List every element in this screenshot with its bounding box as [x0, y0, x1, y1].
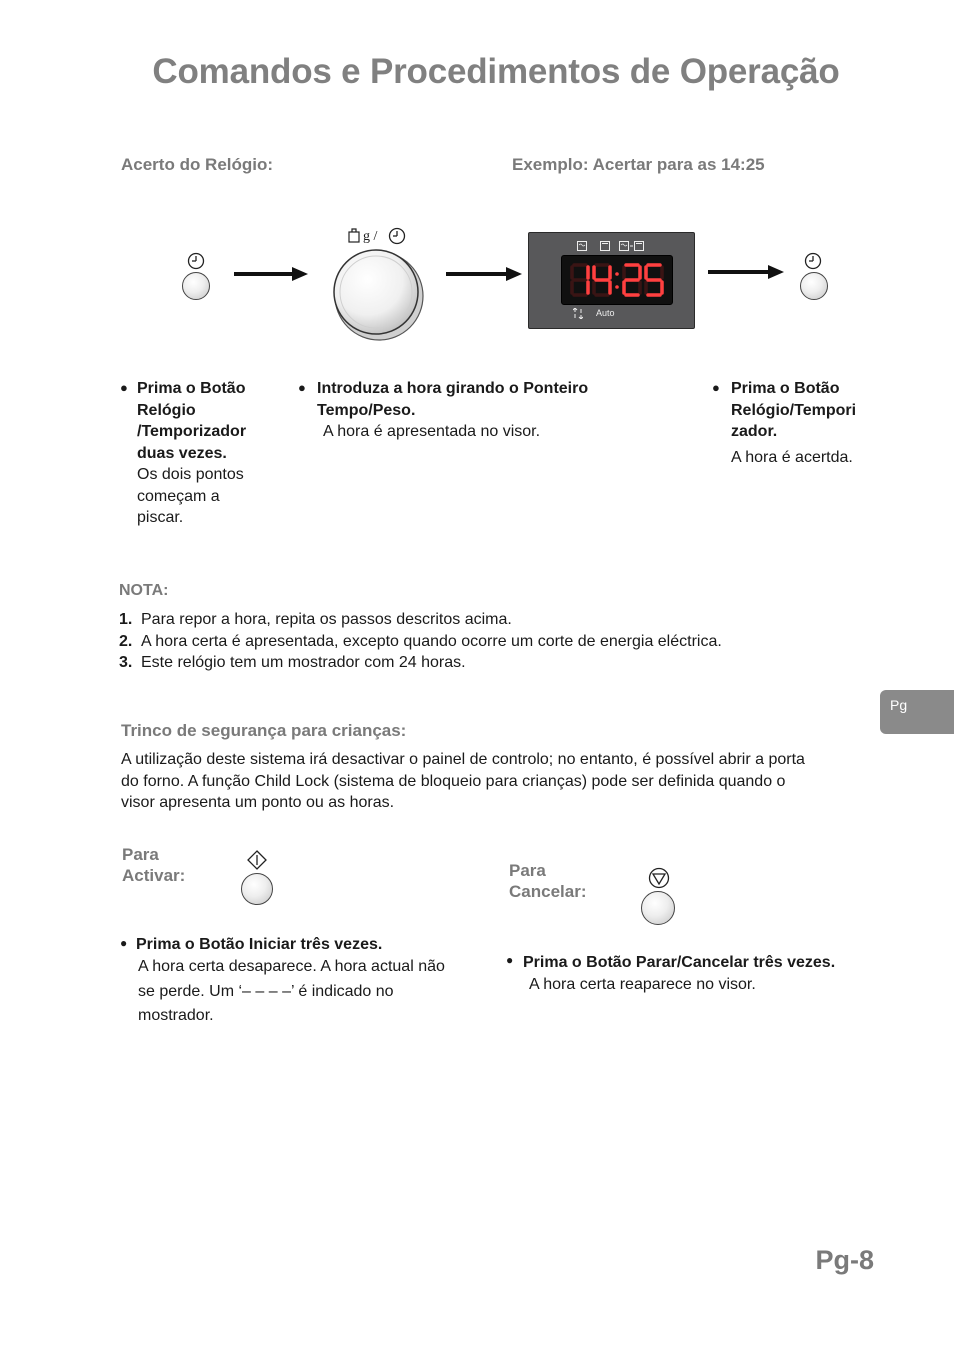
activate-label	[122, 844, 185, 886]
cancel-text	[523, 952, 903, 995]
nota-item-text: A hora certa é apresentada, excepto quando ocorre um corte de energia eléctrica.	[141, 633, 722, 650]
nota-item-text: Para repor a hora, repita os passos descritos acima.	[141, 611, 512, 628]
cancel-label-line: Para	[509, 861, 546, 880]
nota-item-number: 1.	[119, 611, 133, 628]
step1-bold: Relógio	[137, 401, 196, 419]
nota-item-text: Este relógio tem um mostrador com 24 horas.	[141, 654, 466, 671]
display-time-text	[596, 335, 597, 336]
activate-normal: se perde. Um ‘– – – –’ é indicado no	[138, 982, 394, 1000]
clock-example: Exemplo: Acertar para as 14:25	[512, 155, 765, 174]
nota-item	[119, 611, 512, 629]
start-icon	[247, 850, 267, 870]
lock-description	[121, 749, 881, 814]
cancel-bold: Prima o Botão Parar/Cancelar três vezes.	[523, 954, 836, 971]
step3-text	[731, 378, 881, 468]
cancel-label	[509, 860, 586, 902]
side-tab	[880, 690, 954, 734]
stop-icon	[648, 867, 670, 889]
step3-bold: Relógio/Tempori	[731, 401, 857, 419]
bullet-icon: ●	[712, 380, 720, 395]
bullet-icon: ●	[120, 380, 128, 395]
clock-icon	[803, 251, 823, 271]
step1-normal: começam a	[137, 487, 220, 505]
step1-text	[137, 378, 287, 529]
step1-normal: piscar.	[137, 509, 184, 526]
bullet-icon: ●	[120, 936, 128, 950]
lock-desc-line: do forno. A função Child Lock (sistema de bloqueio para crianças) pode ser definida quando o	[121, 772, 786, 790]
clock-timer-button-confirm[interactable]	[800, 272, 828, 300]
step2-bold: Introduza a hora girando o Ponteiro	[317, 380, 589, 397]
activate-label-line: Activar:	[122, 866, 186, 885]
step3-normal: A hora é acertda.	[731, 448, 853, 466]
page-title: Comandos e Procedimentos de Operação	[152, 52, 840, 91]
step2-normal: A hora é apresentada no visor.	[323, 423, 541, 440]
activate-normal: A hora certa desaparece. A hora actual não	[138, 958, 445, 975]
lock-desc-line: A utilização deste sistema irá desactivar o painel de controlo; no entanto, é possível abrir a porta	[121, 751, 805, 768]
activate-text	[136, 934, 496, 1029]
step1-bold: Prima o Botão	[137, 380, 246, 397]
nota-heading: NOTA:	[119, 582, 169, 599]
lock-desc-line: visor apresenta um ponto ou as horas.	[121, 794, 395, 811]
clock-heading: Acerto do Relógio:	[121, 155, 274, 174]
step2-text	[317, 378, 657, 443]
arrow-right-icon	[232, 264, 310, 284]
time-weight-dial[interactable]	[330, 246, 426, 342]
oven-display	[528, 232, 695, 329]
start-button[interactable]	[241, 873, 273, 905]
side-tab-label: Pg	[890, 697, 908, 713]
grill-mode-icon	[600, 241, 610, 251]
dial-label: g /	[363, 229, 378, 244]
nota-item-number: 3.	[119, 654, 133, 671]
activate-bold: Prima o Botão Iniciar três vezes.	[136, 936, 383, 953]
step3-bold: Prima o Botão	[731, 380, 840, 397]
step1-bold: /Temporizador	[137, 423, 247, 440]
cancel-label-line: Cancelar:	[509, 882, 587, 901]
step3-bold: zador.	[731, 423, 778, 440]
clock-icon	[387, 226, 407, 246]
nota-item	[119, 633, 722, 651]
nota-item-number: 2.	[119, 633, 133, 650]
bullet-icon: ●	[298, 380, 306, 395]
lock-heading: Trinco de segurança para crianças:	[121, 721, 407, 740]
step1-normal: Os dois pontos	[137, 466, 244, 483]
combination-mode-icon	[619, 241, 645, 251]
activate-normal: mostrador.	[138, 1007, 214, 1024]
step2-bold: Tempo/Peso.	[317, 401, 416, 419]
display-auto-label: Auto	[596, 308, 615, 318]
display-time-digits	[566, 261, 668, 299]
cancel-normal: A hora certa reaparece no visor.	[529, 975, 756, 993]
weight-icon	[347, 226, 361, 244]
clock-timer-button[interactable]	[182, 272, 210, 300]
arrow-right-icon	[444, 264, 524, 284]
nota-item	[119, 654, 466, 672]
seven-segment-window	[561, 255, 673, 305]
microwave-mode-icon	[577, 241, 587, 251]
child-lock-indicator-icon	[573, 308, 583, 319]
clock-icon	[186, 251, 206, 271]
stop-cancel-button[interactable]	[641, 891, 675, 925]
page-number: Pg-8	[815, 1245, 874, 1275]
activate-label-line: Para	[122, 845, 159, 864]
step1-bold: duas vezes.	[137, 444, 227, 462]
arrow-right-icon	[706, 262, 786, 282]
bullet-icon: ●	[506, 953, 514, 967]
